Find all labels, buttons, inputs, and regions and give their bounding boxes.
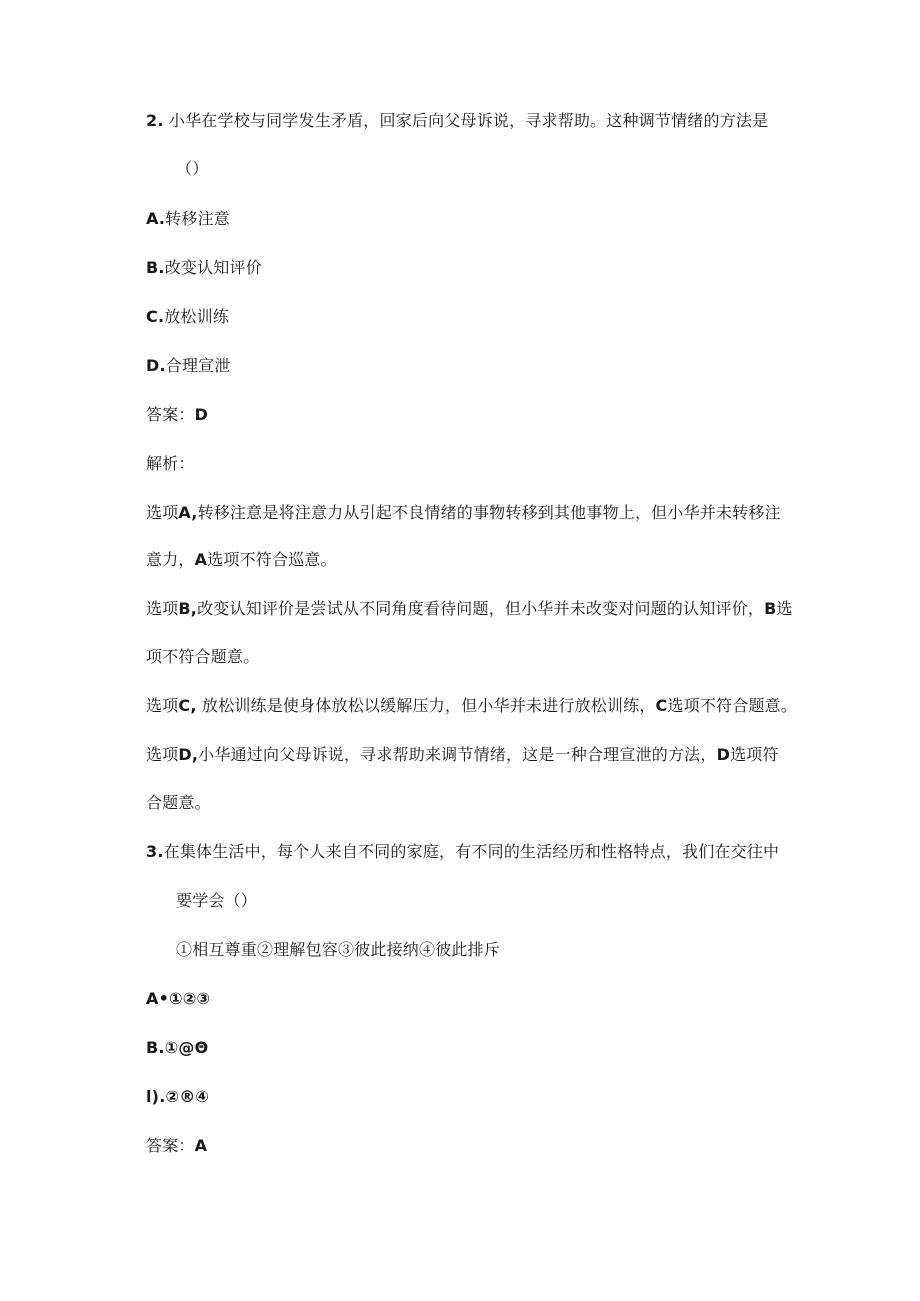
answer-label: 答案： <box>146 1136 195 1155</box>
question-3-option-b <box>146 1037 208 1059</box>
analysis-option-b-line-1 <box>146 598 793 620</box>
question-3-items: ①相互尊重②理解包容③彼此接纳④彼此排斥 <box>176 940 501 959</box>
question-2-option-a <box>146 208 230 230</box>
analysis-text: 选项不符合巡意。 <box>207 550 337 569</box>
analysis-letter: A <box>194 550 208 569</box>
analysis-letter: B, <box>178 599 198 618</box>
analysis-text: 放松训练是使身体放松以缓解压力，但小华并未进行放松训练， <box>196 696 656 715</box>
question-2-option-b <box>146 257 262 279</box>
question-3-number: 3. <box>146 842 164 861</box>
analysis-letter: A, <box>178 503 198 522</box>
analysis-text: 选 <box>776 599 793 618</box>
option-letter: l). <box>146 1087 166 1106</box>
analysis-text: 转移注意是将注意力从引起不良情绪的事物转移到其他事物上，但小华并未转移注 <box>197 503 781 522</box>
analysis-option-b-line-2: 项不符合题意。 <box>146 647 260 666</box>
analysis-prefix: 选项 <box>146 745 179 764</box>
analysis-option-d-line-1 <box>146 744 779 766</box>
option-text: ②®④ <box>165 1087 210 1106</box>
analysis-text: 意力， <box>146 550 195 569</box>
question-2-stem-line-1 <box>146 110 768 132</box>
option-text: 转移注意 <box>165 209 230 228</box>
question-3-option-a <box>146 988 210 1010</box>
analysis-prefix: 选项 <box>146 599 179 618</box>
question-3-stem-line-2: 要学会（） <box>176 891 258 910</box>
analysis-text: 选项不符合题意。 <box>667 696 798 715</box>
option-letter: D. <box>146 356 166 375</box>
analysis-letter: C, <box>178 696 197 715</box>
analysis-option-a-line-2 <box>146 549 337 571</box>
question-2-stem-text: 小华在学校与同学发生矛盾，回家后向父母诉说，寻求帮助。这种调节情绪的方法是 <box>163 111 769 130</box>
option-letter: A. <box>146 209 166 228</box>
question-2-stem-line-2: （） <box>176 159 209 178</box>
analysis-text: 改变认知评价是尝试从不同角度看待问题，但小华并未改变对问题的认知评价， <box>197 599 765 618</box>
question-3-answer <box>146 1135 207 1157</box>
analysis-option-a-line-1 <box>146 502 781 524</box>
question-2-option-d <box>146 355 231 377</box>
option-text: 放松训练 <box>164 307 230 326</box>
analysis-letter: D <box>716 745 731 764</box>
analysis-option-d-line-2: 合题意。 <box>146 793 211 812</box>
answer-value: A <box>194 1136 208 1155</box>
option-text: ①②③ <box>169 989 211 1008</box>
answer-value: D <box>194 405 209 424</box>
answer-label: 答案： <box>146 405 195 424</box>
analysis-letter: B <box>764 599 777 618</box>
option-letter: C. <box>146 307 165 326</box>
option-text: ①@Θ <box>164 1038 209 1057</box>
question-2-option-c <box>146 306 229 328</box>
question-3-stem-text: 在集体生活中，每个人来自不同的家庭，有不同的生活经历和性格特点，我们在交往中 <box>163 842 780 861</box>
option-text: 改变认知评价 <box>164 258 262 277</box>
question-3-stem-line-1 <box>146 841 779 863</box>
question-2-answer <box>146 404 208 426</box>
analysis-prefix: 选项 <box>146 503 179 522</box>
option-letter: B. <box>146 1038 165 1057</box>
analysis-letter: C <box>655 696 668 715</box>
analysis-text: 选项符 <box>730 745 779 764</box>
analysis-letter: D, <box>178 745 199 764</box>
question-2-number: 2. <box>146 111 164 130</box>
analysis-option-c-line-1 <box>146 695 797 717</box>
option-text: 合理宣泄 <box>165 356 231 375</box>
analysis-prefix: 选项 <box>146 696 179 715</box>
question-3-option-d <box>146 1086 209 1108</box>
option-letter: B. <box>146 258 165 277</box>
option-letter: A• <box>146 989 170 1008</box>
analysis-text: 小华通过向父母诉说，寻求帮助来调节情绪，这是一种合理宣泄的方法， <box>198 745 717 764</box>
question-2-analysis-label: 解析： <box>146 454 195 473</box>
